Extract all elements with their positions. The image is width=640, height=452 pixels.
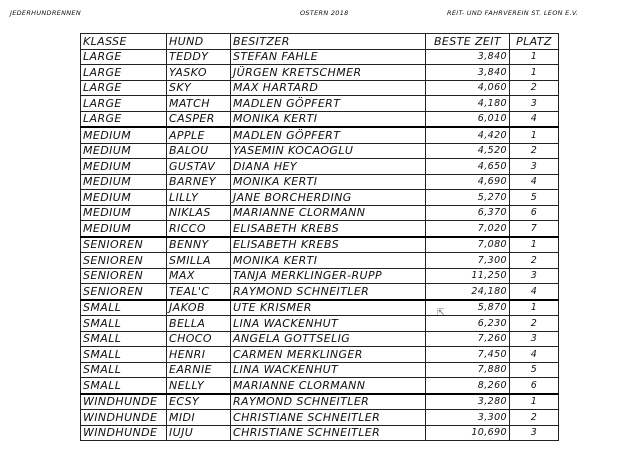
table-row <box>81 174 559 190</box>
cell-hund: BELLA <box>167 316 231 332</box>
column-header-platz: PLATZ <box>510 34 559 50</box>
cell-klasse: SENIOREN <box>81 268 167 284</box>
cell-hund: BENNY <box>167 237 231 253</box>
cell-beste-zeit: 8,260 <box>426 378 510 394</box>
cell-hund: IUJU <box>167 425 231 441</box>
cell-platz: 7 <box>510 221 559 237</box>
cell-klasse: WINDHUNDE <box>81 410 167 426</box>
cell-platz: 5 <box>510 190 559 206</box>
table-row <box>81 237 559 253</box>
cell-besitzer: MONIKA KERTI <box>231 253 426 269</box>
cell-beste-zeit: 3,840 <box>426 49 510 65</box>
cell-klasse: SENIOREN <box>81 237 167 253</box>
cell-beste-zeit: 6,230 <box>426 316 510 332</box>
cell-klasse: SMALL <box>81 362 167 378</box>
cell-hund: EARNIE <box>167 362 231 378</box>
table-row <box>81 394 559 410</box>
cell-besitzer: ELISABETH KREBS <box>231 221 426 237</box>
cell-beste-zeit: 4,650 <box>426 159 510 175</box>
cell-besitzer: MAX HARTARD <box>231 80 426 96</box>
cell-besitzer: RAYMOND SCHNEITLER <box>231 394 426 410</box>
cell-hund: CASPER <box>167 111 231 127</box>
cell-klasse: WINDHUNDE <box>81 425 167 441</box>
cell-hund: CHOCO <box>167 331 231 347</box>
cell-klasse: WINDHUNDE <box>81 394 167 410</box>
table-row <box>81 410 559 426</box>
cell-platz: 4 <box>510 284 559 300</box>
cell-beste-zeit: 4,180 <box>426 96 510 112</box>
table-row <box>81 378 559 394</box>
table-row <box>81 253 559 269</box>
table-row <box>81 316 559 332</box>
cell-hund: MAX <box>167 268 231 284</box>
cell-beste-zeit: 7,880 <box>426 362 510 378</box>
table-row <box>81 190 559 206</box>
cell-beste-zeit: 4,690 <box>426 174 510 190</box>
cell-besitzer: CARMEN MERKLINGER <box>231 347 426 363</box>
cell-beste-zeit: 7,260 <box>426 331 510 347</box>
column-header-klasse: KLASSE <box>81 34 167 50</box>
cell-hund: LILLY <box>167 190 231 206</box>
table-row <box>81 300 559 316</box>
cell-beste-zeit: 3,300 <box>426 410 510 426</box>
cell-besitzer: MARIANNE CLORMANN <box>231 205 426 221</box>
cell-beste-zeit: 7,080 <box>426 237 510 253</box>
cell-platz: 1 <box>510 394 559 410</box>
cell-besitzer: LINA WACKENHUT <box>231 316 426 332</box>
cell-klasse: MEDIUM <box>81 221 167 237</box>
column-header-hund: HUND <box>167 34 231 50</box>
cell-hund: YASKO <box>167 65 231 81</box>
cell-platz: 6 <box>510 378 559 394</box>
cell-beste-zeit: 5,270 <box>426 190 510 206</box>
cell-klasse: LARGE <box>81 49 167 65</box>
cell-besitzer: MADLEN GÖPFERT <box>231 127 426 143</box>
cell-klasse: MEDIUM <box>81 127 167 143</box>
table-row <box>81 96 559 112</box>
cell-platz: 3 <box>510 268 559 284</box>
cell-besitzer: YASEMIN KOCAOGLU <box>231 143 426 159</box>
table-row <box>81 205 559 221</box>
cell-klasse: LARGE <box>81 96 167 112</box>
table-row <box>81 284 559 300</box>
cell-platz: 5 <box>510 362 559 378</box>
cell-beste-zeit: 4,420 <box>426 127 510 143</box>
cell-platz: 6 <box>510 205 559 221</box>
cell-hund: HENRI <box>167 347 231 363</box>
cell-hund: SMILLA <box>167 253 231 269</box>
cell-klasse: SMALL <box>81 331 167 347</box>
cell-besitzer: ANGELA GOTTSELIG <box>231 331 426 347</box>
cell-besitzer: UTE KRISMER <box>231 300 426 316</box>
cell-besitzer: LINA WACKENHUT <box>231 362 426 378</box>
cell-klasse: SENIOREN <box>81 253 167 269</box>
cell-platz: 3 <box>510 96 559 112</box>
cell-beste-zeit: 24,180 <box>426 284 510 300</box>
cell-besitzer: MONIKA KERTI <box>231 111 426 127</box>
cell-hund: GUSTAV <box>167 159 231 175</box>
cell-besitzer: CHRISTIANE SCHNEITLER <box>231 410 426 426</box>
cell-platz: 4 <box>510 347 559 363</box>
cell-platz: 3 <box>510 331 559 347</box>
event-date: OSTERN 2018 <box>300 9 349 17</box>
table-row <box>81 143 559 159</box>
cell-beste-zeit: 3,840 <box>426 65 510 81</box>
cell-klasse: SMALL <box>81 378 167 394</box>
cell-platz: 4 <box>510 174 559 190</box>
cell-platz: 1 <box>510 237 559 253</box>
cell-klasse: MEDIUM <box>81 174 167 190</box>
results-table <box>80 33 559 441</box>
column-header-beste-zeit: BESTE ZEIT <box>426 34 510 50</box>
cell-klasse: LARGE <box>81 65 167 81</box>
cell-klasse: LARGE <box>81 111 167 127</box>
cell-besitzer: JÜRGEN KRETSCHMER <box>231 65 426 81</box>
cell-besitzer: MADLEN GÖPFERT <box>231 96 426 112</box>
cell-beste-zeit: 6,010 <box>426 111 510 127</box>
cell-beste-zeit: 3,280 <box>426 394 510 410</box>
cell-hund: RICCO <box>167 221 231 237</box>
cell-klasse: SMALL <box>81 300 167 316</box>
cell-platz: 1 <box>510 300 559 316</box>
cell-beste-zeit: 11,250 <box>426 268 510 284</box>
table-row <box>81 331 559 347</box>
cell-besitzer: TANJA MERKLINGER-RUPP <box>231 268 426 284</box>
cell-platz: 2 <box>510 410 559 426</box>
cell-besitzer: MONIKA KERTI <box>231 174 426 190</box>
cell-klasse: MEDIUM <box>81 159 167 175</box>
cell-beste-zeit: 5,870 <box>426 300 510 316</box>
cell-hund: BALOU <box>167 143 231 159</box>
mouse-cursor-icon: ⇱ <box>437 308 445 318</box>
cell-platz: 1 <box>510 65 559 81</box>
cell-hund: NELLY <box>167 378 231 394</box>
cell-hund: APPLE <box>167 127 231 143</box>
table-row <box>81 221 559 237</box>
cell-besitzer: DIANA HEY <box>231 159 426 175</box>
cell-platz: 2 <box>510 143 559 159</box>
cell-hund: MIDI <box>167 410 231 426</box>
cell-beste-zeit: 7,300 <box>426 253 510 269</box>
table-row <box>81 347 559 363</box>
cell-besitzer: ELISABETH KREBS <box>231 237 426 253</box>
cell-hund: BARNEY <box>167 174 231 190</box>
cell-beste-zeit: 7,450 <box>426 347 510 363</box>
table-row <box>81 49 559 65</box>
cell-besitzer: JANE BORCHERDING <box>231 190 426 206</box>
cell-platz: 3 <box>510 159 559 175</box>
cell-klasse: MEDIUM <box>81 190 167 206</box>
cell-beste-zeit: 4,060 <box>426 80 510 96</box>
event-title: JEDERHUNDRENNEN <box>10 9 81 17</box>
cell-platz: 2 <box>510 80 559 96</box>
cell-platz: 1 <box>510 49 559 65</box>
cell-hund: ECSY <box>167 394 231 410</box>
column-header-besitzer: BESITZER <box>231 34 426 50</box>
cell-beste-zeit: 10,690 <box>426 425 510 441</box>
table-row <box>81 425 559 441</box>
cell-hund: SKY <box>167 80 231 96</box>
table-row <box>81 362 559 378</box>
table-row <box>81 127 559 143</box>
table-row <box>81 65 559 81</box>
table-header-row <box>81 34 559 50</box>
cell-platz: 3 <box>510 425 559 441</box>
table-row <box>81 80 559 96</box>
cell-hund: NIKLAS <box>167 205 231 221</box>
table-row <box>81 159 559 175</box>
cell-besitzer: RAYMOND SCHNEITLER <box>231 284 426 300</box>
cell-platz: 2 <box>510 316 559 332</box>
cell-klasse: LARGE <box>81 80 167 96</box>
cell-klasse: SMALL <box>81 347 167 363</box>
table-body <box>81 49 559 441</box>
table-row <box>81 111 559 127</box>
cell-klasse: SMALL <box>81 316 167 332</box>
cell-beste-zeit: 4,520 <box>426 143 510 159</box>
cell-platz: 1 <box>510 127 559 143</box>
cell-beste-zeit: 6,370 <box>426 205 510 221</box>
cell-klasse: MEDIUM <box>81 143 167 159</box>
cell-hund: TEAL'C <box>167 284 231 300</box>
cell-klasse: SENIOREN <box>81 284 167 300</box>
cell-hund: TEDDY <box>167 49 231 65</box>
cell-besitzer: STEFAN FAHLE <box>231 49 426 65</box>
cell-besitzer: MARIANNE CLORMANN <box>231 378 426 394</box>
cell-platz: 2 <box>510 253 559 269</box>
cell-hund: JAKOB <box>167 300 231 316</box>
cell-besitzer: CHRISTIANE SCHNEITLER <box>231 425 426 441</box>
club-name: REIT- UND FAHRVEREIN ST. LEON E.V. <box>447 9 579 17</box>
cell-beste-zeit: 7,020 <box>426 221 510 237</box>
cell-klasse: MEDIUM <box>81 205 167 221</box>
table-row <box>81 268 559 284</box>
cell-platz: 4 <box>510 111 559 127</box>
cell-hund: MATCH <box>167 96 231 112</box>
